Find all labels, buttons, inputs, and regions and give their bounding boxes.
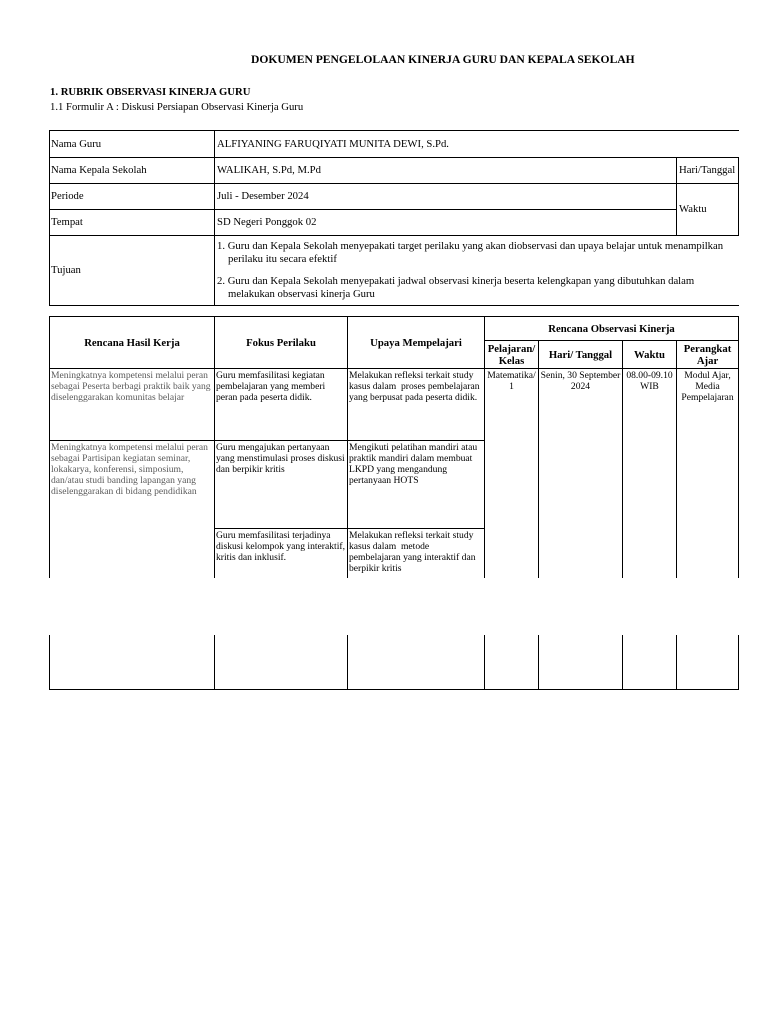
value-tempat: SD Negeri Ponggok 02 — [215, 210, 677, 236]
document-title: DOKUMEN PENGELOLAAN KINERJA GURU DAN KEPALA SEKOLAH — [251, 53, 635, 66]
row-nama-kepala-sekolah — [50, 158, 739, 184]
header-fokus-perilaku: Fokus Perilaku — [215, 317, 348, 369]
row-tempat — [50, 210, 739, 236]
cell-upaya-mempelajari: Melakukan refleksi terkait study kasus dalam proses pembelajaran yang berpusat pada peserta didik. — [348, 369, 485, 441]
header-upaya-mempelajari: Upaya Mempelajari — [348, 317, 485, 369]
label-hari-tanggal: Hari/Tanggal — [677, 158, 739, 184]
tujuan-item: 2. Guru dan Kepala Sekolah menyepakati jadwal observasi kinerja beserta kelengkapan yang dibutuhkan dalam melakukan observasi kinerja Guru — [217, 275, 695, 300]
observation-plan-table — [49, 316, 739, 578]
empty-cell — [215, 635, 348, 690]
cell-fokus-perilaku: Guru mengajukan pertanyaan yang menstimulasi proses diskusi dan berpikir kritis — [215, 441, 348, 529]
empty-cell — [485, 635, 539, 690]
value-periode: Juli - Desember 2024 — [215, 184, 677, 210]
cell-upaya-mempelajari: Mengikuti pelatihan mandiri atau praktik mandiri dalam membuat LKPD yang mengandung pertanyaan HOTS — [348, 441, 485, 529]
value-tujuan — [215, 236, 739, 306]
empty-cell — [50, 635, 215, 690]
observation-plan-table-continuation — [49, 635, 739, 690]
label-nama-kepala-sekolah: Nama Kepala Sekolah — [50, 158, 215, 184]
header-perangkat-ajar: Perangkat Ajar — [677, 341, 739, 369]
cell-waktu: 08.00-09.10 WIB — [623, 369, 677, 578]
table-row-empty — [50, 635, 739, 690]
form-subheading: 1.1 Formulir A : Diskusi Persiapan Observasi Kinerja Guru — [50, 101, 304, 113]
empty-cell — [623, 635, 677, 690]
cell-hari-tanggal: Senin, 30 September 2024 — [539, 369, 623, 578]
identity-table — [49, 130, 739, 306]
table-row — [50, 369, 739, 441]
section-heading: 1. RUBRIK OBSERVASI KINERJA GURU — [50, 86, 251, 98]
tujuan-item: 1. Guru dan Kepala Sekolah menyepakati target perilaku yang akan diobservasi dan upaya belajar untuk menampilkan perilaku itu secara efektif — [217, 240, 724, 265]
header-waktu: Waktu — [623, 341, 677, 369]
header-rencana-hasil-kerja: Rencana Hasil Kerja — [50, 317, 215, 369]
header-row — [50, 317, 739, 341]
value-nama-kepala-sekolah: WALIKAH, S.Pd, M.Pd — [215, 158, 677, 184]
cell-rencana-hasil-kerja: Meningkatnya kompetensi melalui peran sebagai Partisipan kegiatan seminar, lokakarya, konferensi, simposium, dan/atau studi banding lapangan yang diselenggarakan di bidang pendidikan — [50, 441, 215, 578]
label-waktu: Waktu — [677, 184, 739, 236]
row-tujuan — [50, 236, 739, 306]
label-tempat: Tempat — [50, 210, 215, 236]
label-periode: Periode — [50, 184, 215, 210]
empty-cell — [348, 635, 485, 690]
header-rencana-observasi-kinerja: Rencana Observasi Kinerja — [485, 317, 739, 341]
label-nama-guru: Nama Guru — [50, 131, 215, 158]
cell-perangkat-ajar: Modul Ajar, Media Pempelajaran — [677, 369, 739, 578]
cell-upaya-mempelajari: Melakukan refleksi terkait study kasus dalam metode pembelajaran yang interaktif dan berpikir kritis — [348, 529, 485, 578]
empty-cell — [539, 635, 623, 690]
label-tujuan: Tujuan — [50, 236, 215, 306]
header-hari-tanggal: Hari/ Tanggal — [539, 341, 623, 369]
row-nama-guru — [50, 131, 739, 158]
empty-cell — [677, 635, 739, 690]
cell-pelajaran-kelas: Matematika/ 1 — [485, 369, 539, 578]
row-periode — [50, 184, 739, 210]
cell-fokus-perilaku: Guru memfasilitasi kegiatan pembelajaran yang memberi peran pada peserta didik. — [215, 369, 348, 441]
cell-rencana-hasil-kerja: Meningkatnya kompetensi melalui peran sebagai Peserta berbagi praktik baik yang diselenggarakan komunitas belajar — [50, 369, 215, 441]
value-nama-guru: ALFIYANING FARUQIYATI MUNITA DEWI, S.Pd. — [215, 131, 739, 158]
cell-fokus-perilaku: Guru memfasilitasi terjadinya diskusi kelompok yang interaktif, kritis dan inklusif. — [215, 529, 348, 578]
header-pelajaran-kelas: Pelajaran/ Kelas — [485, 341, 539, 369]
